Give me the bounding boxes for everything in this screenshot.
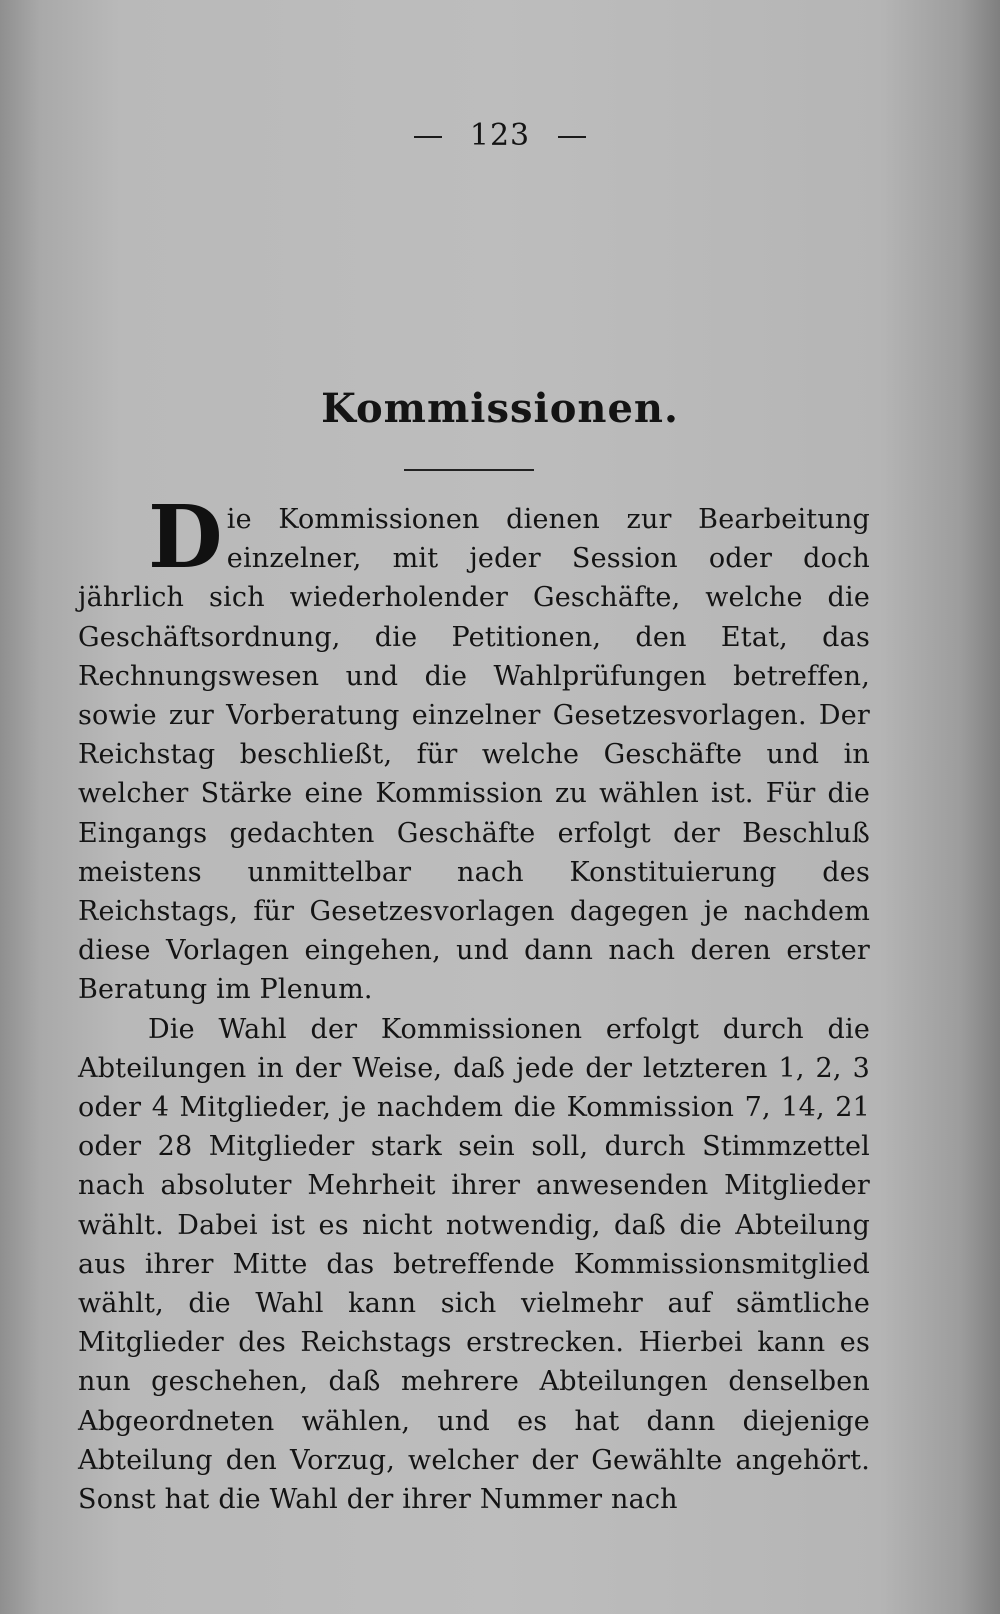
body-text — [78, 487, 870, 1519]
page-header — [0, 118, 1000, 153]
paragraph-1-text: ie Kommissionen dienen zur Bearbeitung einzelner, mit jeder Session oder doch jährlich sich wiederholender Geschäfte, welche die Geschäftsordnung, die Petitionen, den Etat, das Rechnungswesen und die Wahlprüfungen betreffen, sowie zur Vorberatung einzelner Gesetzesvorlagen. Der Reichstag beschließt, für welche Geschäfte und in welcher Stärke eine Kommission zu wählen ist. Für die Eingangs gedachten Geschäfte erfolgt der Beschluß meistens unmittelbar nach Konstituierung des Reichstags, für Gesetzesvorlagen dagegen je nachdem diese Vorlagen eingehen, und dann nach deren erster Beratung im Plenum. — [78, 504, 870, 1006]
drop-cap: D — [148, 487, 223, 588]
title-divider — [404, 469, 534, 471]
header-dash-right — [558, 136, 586, 138]
section-title: Kommissionen. — [321, 385, 679, 432]
paragraph-1 — [78, 487, 870, 1010]
paragraph-2: Die Wahl der Kommissionen erfolgt durch die Abteilungen in der Weise, daß jede der letzteren 1, 2, 3 oder 4 Mitglieder, je nachdem die Kommission 7, 14, 21 oder 28 Mitglieder stark sein soll, durch Stimmzettel nach absoluter Mehrheit ihrer anwesenden Mitglieder wählt. Dabei ist es nicht notwendig, daß die Abteilung aus ihrer Mitte das betreffende Kommissionsmitglied wählt, die Wahl kann sich vielmehr auf sämtliche Mitglieder des Reichstags erstrecken. Hierbei kann es nun geschehen, daß mehrere Abteilungen denselben Abgeordneten wählen, und es hat dann diejenige Abteilung den Vorzug, welcher der Gewählte angehört. Sonst hat die Wahl der ihrer Nummer nach — [78, 1013, 870, 1516]
page-number: 123 — [469, 118, 531, 153]
header-dash-left — [414, 136, 442, 138]
